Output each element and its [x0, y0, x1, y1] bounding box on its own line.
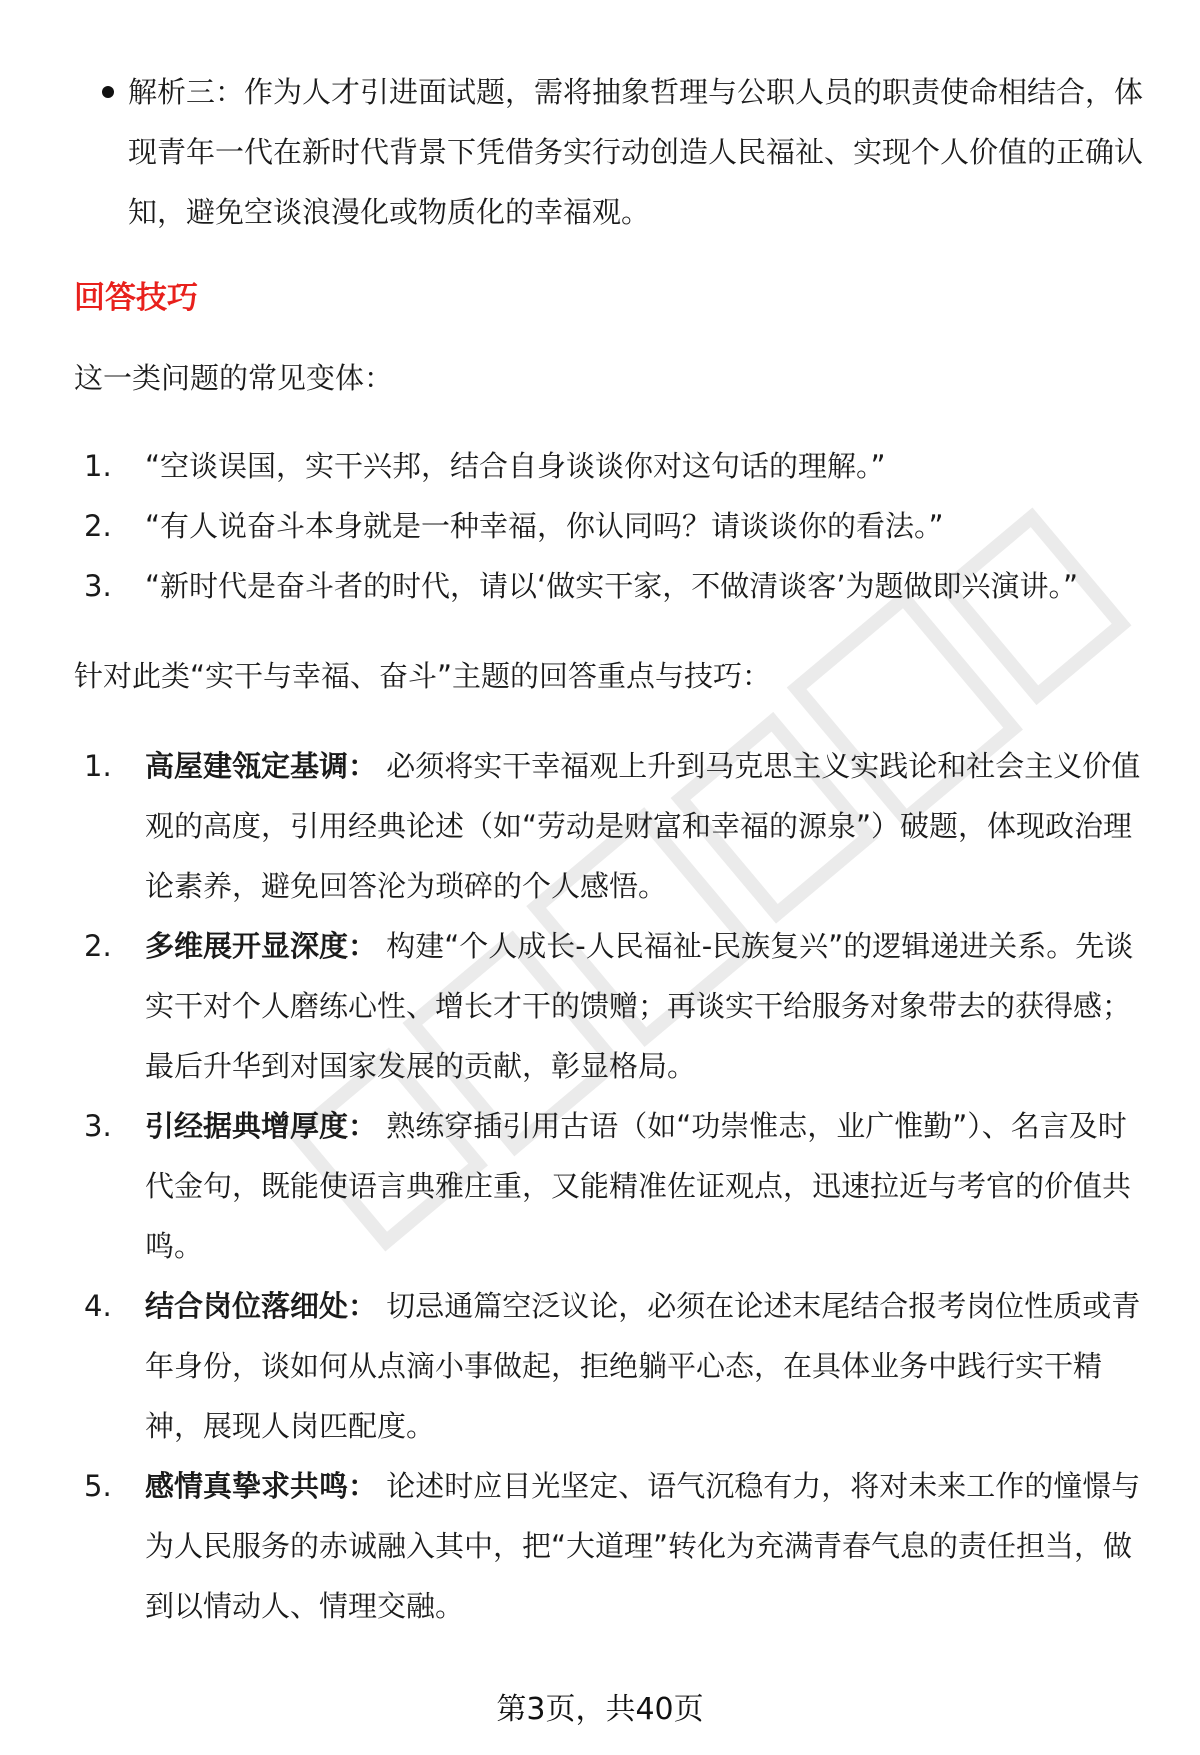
- tip-item: [74, 916, 1151, 1096]
- variant-text: “有人说奋斗本身就是一种幸福，你认同吗？请谈谈你的看法。”: [145, 509, 944, 543]
- page-number-footer: 第3页，共40页: [496, 1692, 704, 1727]
- tip-text: 论述时应目光坚定、语气沉稳有力，将对未来工作的憧憬与为人民服务的赤诚融入其中，把“大道理”转化为充满青春气息的责任担当，做到以情动人、情理交融。: [145, 1469, 1141, 1623]
- analysis-bullet-text: 解析三：作为人才引进面试题，需将抽象哲理与公职人员的职责使命相结合，体现青年一代在新时代背景下凭借务实行动创造人民福祉、实现个人价值的正确认知，避免空谈浪漫化或物质化的幸福观。: [128, 75, 1144, 229]
- tip-text: 必须将实干幸福观上升到马克思主义实践论和社会主义价值观的高度，引用经典论述（如“劳动是财富和幸福的源泉”）破题，体现政治理论素养，避免回答沦为琐碎的个人感悟。: [145, 749, 1141, 903]
- tip-term: 引经据典增厚度：: [145, 1109, 378, 1143]
- tip-text: 熟练穿插引用古语（如“功崇惟志，业广惟勤”）、名言及时代金句，既能使语言典雅庄重，又能精准佐证观点，迅速拉近与考官的价值共鸣。: [145, 1109, 1132, 1263]
- tip-text: 构建“个人成长-人民福祉-民族复兴”的逻辑递进关系。先谈实干对个人磨练心性、增长才干的馈赠；再谈实干给服务对象带去的获得感；最后升华到对国家发展的贡献，彰显格局。: [145, 929, 1134, 1083]
- tip-term: 结合岗位落细处：: [145, 1289, 378, 1323]
- tip-item: [74, 736, 1151, 916]
- tip-number: 5.: [84, 1469, 112, 1503]
- analysis-bullet: [74, 62, 1154, 242]
- variant-number: 3.: [84, 569, 112, 603]
- tip-number: 3.: [84, 1109, 112, 1143]
- tip-term: 感情真挚求共鸣：: [145, 1469, 378, 1503]
- variant-text: “空谈误国，实干兴邦，结合自身谈谈你对这句话的理解。”: [145, 449, 886, 483]
- variant-item: [74, 556, 1151, 616]
- tip-number: 4.: [84, 1289, 112, 1323]
- tip-term: 高屋建瓴定基调：: [145, 749, 378, 783]
- bullet-dot-icon: [102, 86, 114, 98]
- variant-number: 1.: [84, 449, 112, 483]
- tip-item: [74, 1456, 1151, 1636]
- variant-item: [74, 496, 1151, 556]
- tips-intro: 针对此类“实干与幸福、奋斗”主题的回答重点与技巧：: [74, 659, 772, 693]
- tip-text: 切忌通篇空泛议论，必须在论述末尾结合报考岗位性质或青年身份，谈如何从点滴小事做起，拒绝躺平心态，在具体业务中践行实干精神，展现人岗匹配度。: [145, 1289, 1141, 1443]
- tips-list: [74, 736, 1154, 1636]
- variant-number: 2.: [84, 509, 112, 543]
- tip-number: 1.: [84, 749, 112, 783]
- variants-intro: 这一类问题的常见变体：: [74, 361, 394, 395]
- main-content: [74, 62, 1154, 1636]
- variant-text: “新时代是奋斗者的时代，请以‘做实干家，不做清谈客’为题做即兴演讲。”: [145, 569, 1078, 603]
- variant-item: [74, 436, 1151, 496]
- tip-term: 多维展开显深度：: [145, 929, 378, 963]
- tip-number: 2.: [84, 929, 112, 963]
- tip-item: [74, 1276, 1151, 1456]
- section-heading: 回答技巧: [74, 280, 198, 316]
- variants-list: [74, 436, 1154, 616]
- tip-item: [74, 1096, 1151, 1276]
